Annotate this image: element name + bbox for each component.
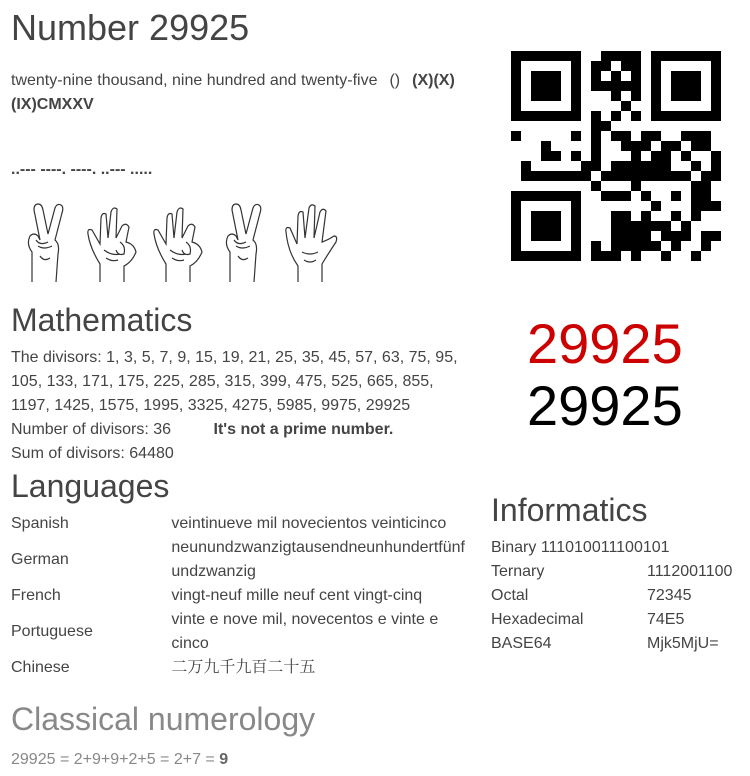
languages-table: [11, 512, 476, 680]
informatics-value: 74E5: [647, 611, 685, 628]
language-text: vingt-neuf mille neuf cent vingt-cinq: [171, 587, 423, 604]
language-name: German: [11, 551, 69, 568]
hand-sign-2-icon: [18, 200, 76, 284]
informatics-row: [491, 608, 732, 632]
divisors-line: [11, 346, 471, 418]
divisor-count-label: Number of divisors:: [11, 421, 149, 438]
hand-sign-5-icon: [282, 200, 340, 284]
roman-numeral: (X)(X)(IX)CMXXV: [11, 72, 455, 113]
numerology-equation: [11, 748, 228, 772]
hand-sign-9-icon: [84, 200, 142, 284]
informatics-label: Octal: [491, 587, 529, 604]
numerology-sum: 29925 = 2+9+9+2+5 = 2+7 =: [11, 751, 215, 768]
informatics-value: Mjk5MjU=: [647, 635, 719, 652]
informatics-label: Ternary: [491, 563, 545, 580]
qr-code: [511, 51, 721, 261]
numerology-heading: Classical numerology: [11, 701, 316, 737]
number-names: [11, 69, 471, 117]
pronunciation-parens: (): [389, 72, 401, 89]
divisor-count-value: 36: [153, 421, 172, 438]
hand-sign-9-icon: [150, 200, 208, 284]
numerology-result: 9: [219, 751, 229, 768]
binary-cell: [491, 536, 732, 560]
divisor-sum-label: Sum of divisors:: [11, 445, 125, 462]
informatics-label: Binary: [491, 539, 537, 556]
informatics-row: [491, 536, 732, 560]
informatics-value: 111010011100101: [540, 539, 670, 556]
informatics-row: [491, 560, 732, 584]
language-name: Spanish: [11, 515, 69, 532]
language-name: French: [11, 587, 61, 604]
mathematics-heading: Mathematics: [11, 302, 193, 338]
informatics-row: [491, 584, 732, 608]
informatics-table: [491, 536, 732, 656]
divisors-label: The divisors:: [11, 349, 102, 366]
language-text: neunundzwanzigtausendneunhundertfünf undzwanzig: [171, 539, 465, 580]
number-in-words: twenty-nine thousand, nine hundred and twenty-five: [11, 72, 378, 89]
number-black-display: 29925: [527, 374, 683, 437]
informatics-label: BASE64: [491, 635, 552, 652]
informatics-value: 1112001100: [647, 563, 733, 580]
informatics-value: 72345: [647, 587, 692, 604]
language-row: [11, 584, 476, 608]
divisor-sum-line: [11, 442, 471, 466]
language-name: Chinese: [11, 659, 70, 676]
language-row: [11, 536, 476, 584]
mathematics-section: [11, 346, 471, 466]
sign-language-digits: [18, 200, 340, 284]
language-row: [11, 608, 476, 656]
number-red-display: 29925: [527, 312, 683, 375]
informatics-heading: Informatics: [491, 492, 648, 528]
morse-code: ..--- ----. ----. ..--- .....: [11, 161, 153, 178]
language-text: vinte e nove mil, novecentos e vinte e cinco: [171, 611, 439, 652]
informatics-row: [491, 632, 732, 656]
languages-heading: Languages: [11, 468, 170, 504]
language-text: veintinueve mil novecientos veinticinco: [171, 515, 447, 532]
language-name: Portuguese: [11, 623, 93, 640]
page-title: Number 29925: [11, 7, 250, 48]
hand-sign-2-icon: [216, 200, 274, 284]
divisor-sum-value: 64480: [129, 445, 174, 462]
language-row: [11, 512, 476, 536]
prime-status: It's not a prime number.: [213, 421, 394, 438]
divisor-count-line: [11, 418, 471, 442]
divisors-list: 1, 3, 5, 7, 9, 15, 19, 21, 25, 35, 45, 57, 63, 75, 95, 105, 133, 171, 175, 225, 285, 315, 399, 475, 525, 665, 855, 1197, 1425, 1575, 1995, 3325, 4275, 5985, 9975, 29925: [11, 349, 458, 414]
language-text: 二万九千九百二十五: [171, 659, 316, 676]
informatics-label: Hexadecimal: [491, 611, 584, 628]
language-row: [11, 656, 476, 680]
